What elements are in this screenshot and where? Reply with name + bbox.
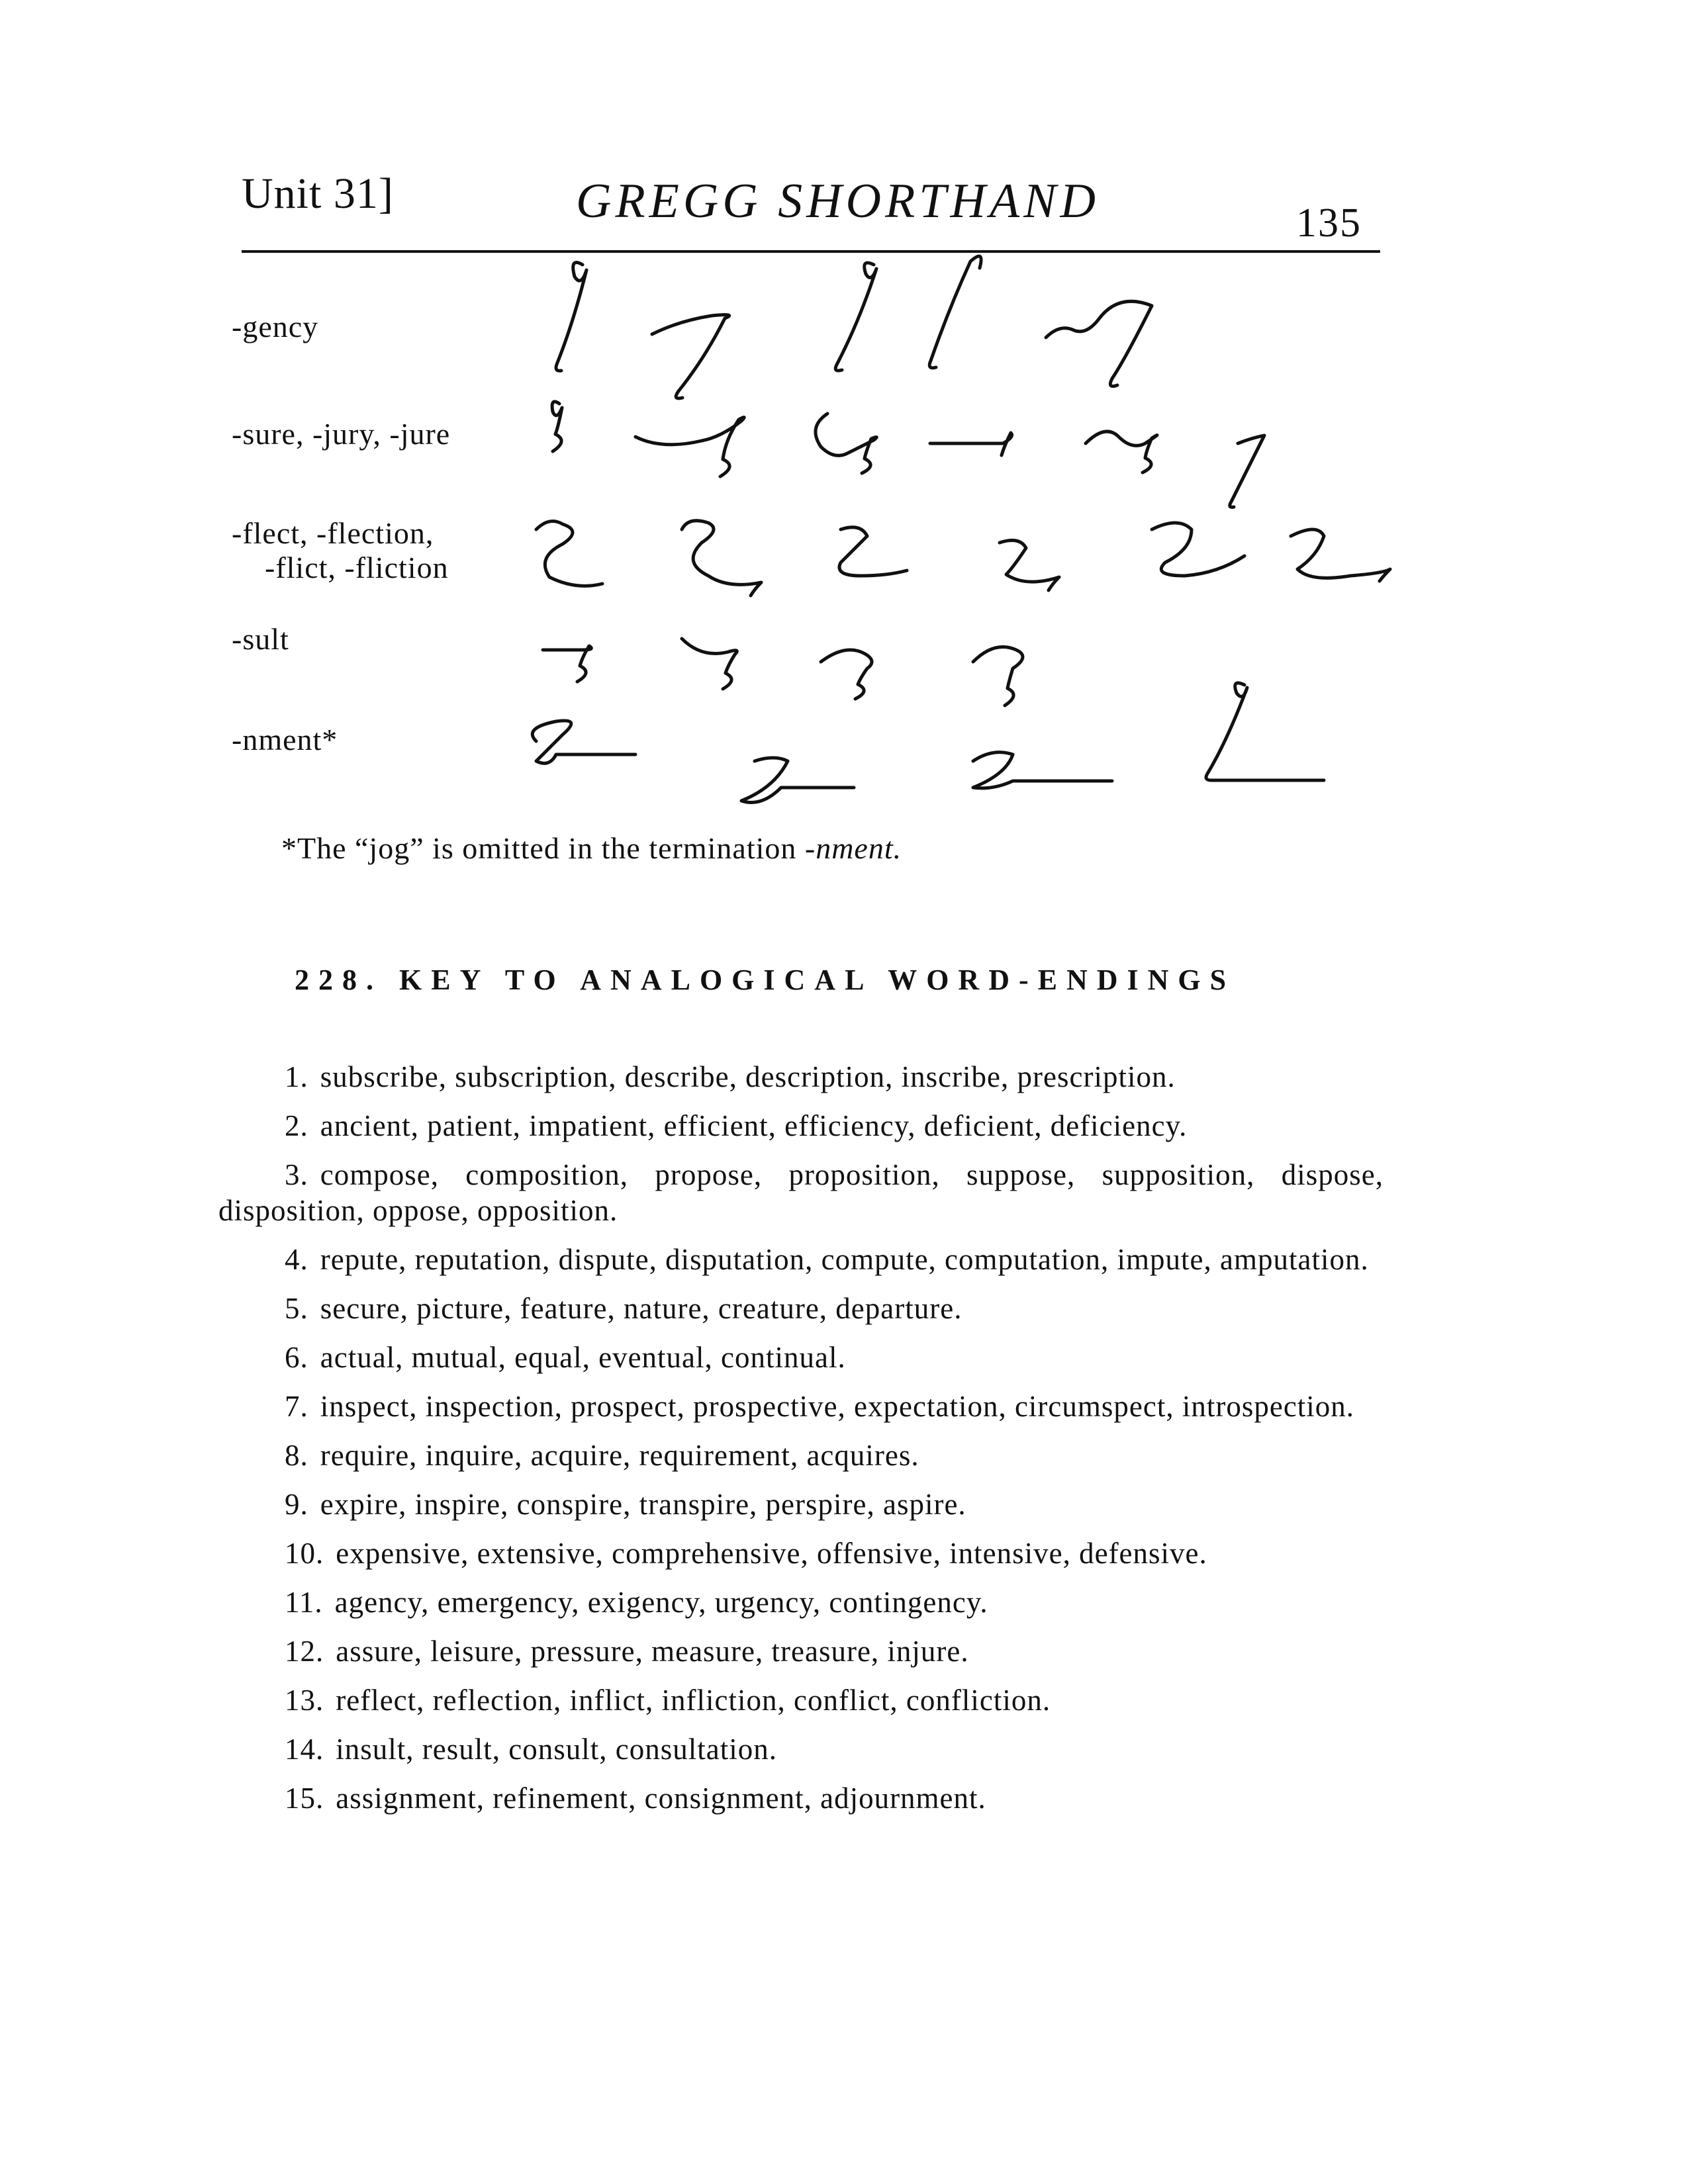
outline — [682, 639, 737, 689]
list-item — [218, 1682, 1383, 1718]
nment-outlines — [532, 683, 1324, 803]
outline — [1291, 529, 1390, 581]
row-label-sult: -sult — [232, 622, 289, 656]
list-item — [218, 1242, 1383, 1277]
sult-outlines — [543, 639, 1023, 705]
sure-outlines — [552, 402, 1264, 507]
row-label-sure: -sure, -jury, -jure — [232, 417, 451, 451]
outline — [552, 402, 562, 451]
section-number: 228. — [295, 964, 383, 996]
list-item — [218, 1780, 1383, 1816]
list-item — [218, 1535, 1383, 1571]
outline — [532, 721, 635, 763]
outline — [1000, 540, 1059, 590]
unit-label: Unit 31] — [242, 169, 394, 218]
outline — [635, 417, 744, 477]
item-text: subscribe, subscription, describe, description, inscribe, prescription. — [320, 1060, 1176, 1093]
gency-outlines — [556, 256, 1152, 398]
item-number: 15. — [285, 1782, 324, 1815]
outline — [536, 522, 602, 586]
item-number: 10. — [285, 1537, 324, 1570]
outline — [1086, 432, 1157, 473]
outline — [821, 650, 872, 699]
list-item — [218, 1108, 1383, 1144]
section-title: KEY TO ANALOGICAL WORD-ENDINGS — [399, 964, 1236, 996]
item-number: 5. — [285, 1292, 308, 1325]
list-item — [218, 1437, 1383, 1473]
item-text: inspect, inspection, prospect, prospective, expectation, circumspect, introspection. — [320, 1390, 1355, 1423]
list-item — [218, 1059, 1383, 1095]
list-item — [218, 1291, 1383, 1326]
row-label-flect-1: -flect, -flection, — [232, 516, 434, 550]
list-item — [218, 1340, 1383, 1375]
row-label-flect-2: -flict, -fliction — [265, 551, 449, 584]
outline — [839, 527, 907, 576]
outline — [556, 263, 586, 371]
footnote-term: -nment. — [804, 831, 902, 865]
item-number: 9. — [285, 1488, 308, 1521]
item-text: actual, mutual, equal, eventual, continual. — [320, 1341, 846, 1374]
item-text: compose, composition, propose, proposition, suppose, supposition, dispose, disposition, oppose, opposition. — [218, 1158, 1383, 1227]
item-text: require, inquire, acquire, requirement, acquires. — [320, 1439, 919, 1472]
outline — [973, 752, 1112, 788]
outline — [1046, 301, 1152, 386]
outline — [929, 256, 981, 368]
footnote — [281, 831, 902, 866]
outline — [835, 263, 876, 371]
list-item — [218, 1486, 1383, 1522]
list-item — [218, 1388, 1383, 1424]
running-title: GREGG SHORTHAND — [576, 174, 1100, 228]
item-number: 6. — [285, 1341, 308, 1374]
item-number: 8. — [285, 1439, 308, 1472]
key-list — [218, 1059, 1383, 1829]
item-text: assure, leisure, pressure, measure, treasure, injure. — [336, 1635, 969, 1668]
outline — [682, 521, 761, 596]
item-text: expensive, extensive, comprehensive, offensive, intensive, defensive. — [336, 1537, 1207, 1570]
outline — [1152, 523, 1244, 576]
outline — [1230, 435, 1264, 507]
item-number: 2. — [285, 1109, 308, 1142]
outline — [652, 315, 729, 398]
item-number: 1. — [285, 1060, 308, 1093]
item-number: 7. — [285, 1390, 308, 1423]
outline — [543, 646, 591, 682]
item-text: secure, picture, feature, nature, creature, departure. — [320, 1292, 962, 1325]
item-text: expire, inspire, conspire, transpire, perspire, aspire. — [320, 1488, 966, 1521]
flect-outlines — [536, 521, 1390, 596]
item-number: 3. — [285, 1158, 308, 1191]
item-number: 12. — [285, 1635, 324, 1668]
row-label-nment: -nment* — [232, 723, 338, 756]
item-number: 14. — [285, 1733, 324, 1766]
item-text: reflect, reflection, inflict, infliction, conflict, confliction. — [336, 1684, 1051, 1717]
list-item — [218, 1157, 1383, 1228]
row-label-gency: -gency — [232, 310, 319, 343]
list-item — [218, 1584, 1383, 1620]
outline — [816, 414, 876, 473]
item-text: agency, emergency, exigency, urgency, contingency. — [334, 1586, 988, 1619]
item-number: 13. — [285, 1684, 324, 1717]
shorthand-outlines — [0, 0, 1688, 821]
section-heading — [295, 963, 1235, 997]
item-number: 11. — [285, 1586, 323, 1619]
outline — [930, 433, 1012, 455]
item-text: assignment, refinement, consignment, adjournment. — [336, 1782, 986, 1815]
page-number: 135 — [1296, 201, 1362, 246]
outline — [1206, 683, 1324, 780]
footnote-text: *The “jog” is omitted in the termination — [281, 831, 797, 865]
outline — [973, 647, 1023, 706]
list-item — [218, 1633, 1383, 1669]
item-number: 4. — [285, 1243, 308, 1276]
item-text: repute, reputation, dispute, disputation, compute, computation, impute, amputation. — [320, 1243, 1369, 1276]
item-text: insult, result, consult, consultation. — [336, 1733, 777, 1766]
outline — [741, 758, 854, 803]
list-item — [218, 1731, 1383, 1767]
item-text: ancient, patient, impatient, efficient, efficiency, deficient, deficiency. — [320, 1109, 1188, 1142]
